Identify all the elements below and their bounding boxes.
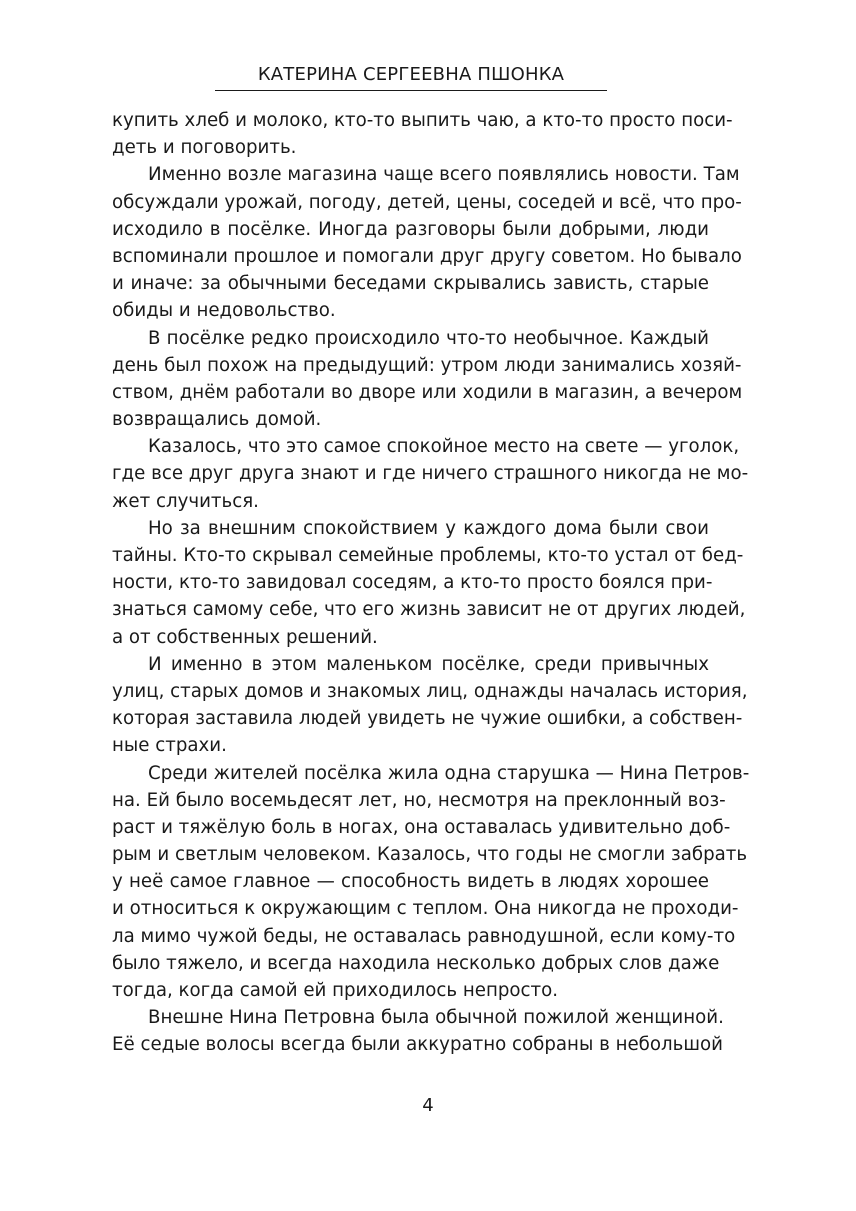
text-line: ством, днём работали во дворе или ходили в магазин, а вечером <box>112 381 743 403</box>
text-line: купить хлеб и молоко, кто-то выпить чаю, а кто-то просто поси- <box>112 110 733 131</box>
text-line: улиц, старых домов и знакомых лиц, однажды началась история, <box>112 680 748 702</box>
text-line: рым и светлым человеком. Казалось, что годы не смогли забрать <box>112 844 748 866</box>
text-line: ла мимо чужой беды, не оставалась равнодушной, если кому-то <box>112 925 736 947</box>
text-line: тогда, когда самой ей приходилось непросто. <box>112 980 559 1001</box>
page-number: 4 <box>422 1095 434 1116</box>
running-head-author: КАТЕРИНА СЕРГЕЕВНА ПШОНКА <box>257 64 565 85</box>
text-line: знаться самому себе, что его жизнь зависит не от других людей, <box>112 599 746 621</box>
text-line: и иначе: за обычными беседами скрывались зависть, старые <box>112 273 709 295</box>
text-line: Казалось, что это самое спокойное место на свете — уголок, <box>148 436 740 458</box>
text-line: которая заставила людей увидеть не чужие ошибки, а собствен- <box>112 708 743 730</box>
text-line: исходило в посёлке. Иногда разговоры были добрыми, люди <box>112 218 709 240</box>
text-line: Среди жителей посёлка жила одна старушка — Нина Петров- <box>148 762 750 784</box>
text-line: Её седые волосы всегда были аккуратно собраны в небольшой <box>112 1034 723 1056</box>
text-line: было тяжело, и всегда находила несколько добрых слов даже <box>112 952 720 974</box>
text-line: где все друг друга знают и где ничего страшного никогда не мо- <box>112 463 749 485</box>
text-line: день был похож на предыдущий: утром люди занимались хозяй- <box>112 354 742 376</box>
text-line: на. Ей было восемьдесят лет, но, несмотря на преклонный воз- <box>112 789 726 811</box>
text-line: Внешне Нина Петровна была обычной пожилой женщиной. <box>148 1007 724 1029</box>
text-line: Но за внешним спокойствием у каждого дома были свои <box>148 517 709 539</box>
text-line: И именно в этом маленьком посёлке, среди привычных <box>148 653 709 675</box>
body-text <box>112 107 750 1059</box>
text-line: ные страхи. <box>112 735 227 757</box>
text-line: ности, кто-то завидовал соседям, а кто-то просто боялся при- <box>112 572 713 594</box>
text-line: раст и тяжёлую боль в ногах, она оставалась удивительно доб- <box>112 816 731 838</box>
text-line: а от собственных решений. <box>112 626 378 648</box>
text-line: деть и поговорить. <box>112 137 297 159</box>
text-line: В посёлке редко происходило что-то необычное. Каждый <box>148 327 709 349</box>
text-line: возвращались домой. <box>112 409 322 431</box>
text-line: тайны. Кто-то скрывал семейные проблемы, кто-то устал от бед- <box>112 545 744 566</box>
text-line: жет случиться. <box>112 490 259 512</box>
text-line: вспоминали прошлое и помогали друг другу советом. Но бывало <box>112 245 742 267</box>
text-line: обсуждали урожай, погоду, детей, цены, соседей и всё, что про- <box>112 191 742 213</box>
text-line: обиды и недовольство. <box>112 300 336 322</box>
text-line: и относиться к окружающим с теплом. Она никогда не проходи- <box>112 898 739 920</box>
text-line: у неё самое главное — способность видеть в людях хорошее <box>112 871 709 893</box>
text-line: Именно возле магазина чаще всего появлялись новости. Там <box>148 164 740 186</box>
header-rule <box>215 90 607 91</box>
